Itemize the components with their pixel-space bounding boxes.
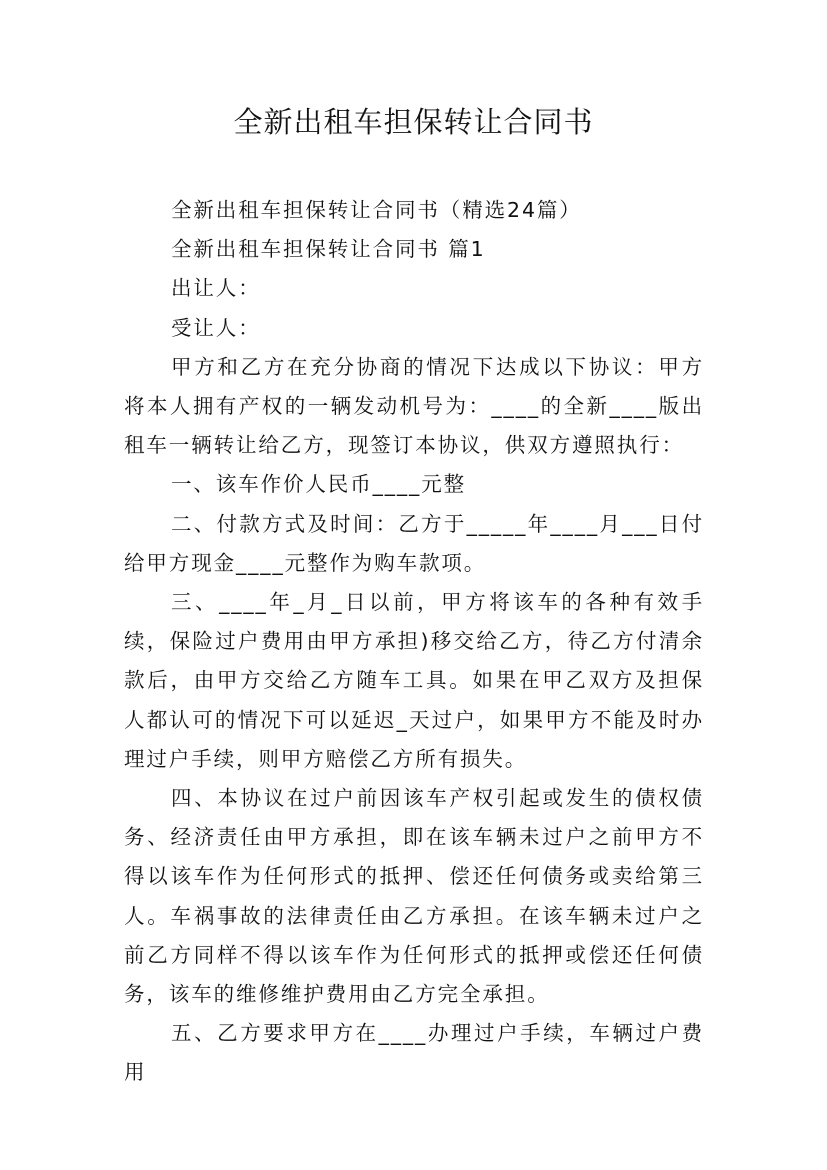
clause-3: 三、____年_月_日以前，甲方将该车的各种有效手续，保险过户费用由甲方承担)移交给乙方，待乙方付清余款后，由甲方交给乙方随车工具。如果在甲乙双方及担保人都认可的情况下可以延迟_天过户，如果甲方不能及时办理过户手续，则甲方赔偿乙方所有损失。 xyxy=(124,590,704,771)
document-body xyxy=(124,191,704,1093)
paragraph-chapter-heading: 全新出租车担保转让合同书 篇1 xyxy=(171,237,486,262)
document-title: 全新出租车担保转让合同书 xyxy=(233,105,594,139)
paragraph-transferee: 受让人： xyxy=(171,315,261,340)
paragraph-preamble: 甲方和乙方在充分协商的情况下达成以下协议：甲方将本人拥有产权的一辆发动机号为：____的全新____版出租车一辆转让给乙方，现签订本协议，供双方遵照执行： xyxy=(124,354,704,458)
clause-1: 一、该车作价人民币____元整 xyxy=(171,472,466,497)
clause-4: 四、本协议在过户前因该车产权引起或发生的债权债务、经济责任由甲方承担，即在该车辆未过户之前甲方不得以该车作为任何形式的抵押、偿还任何债务或卖给第三人。车祸事故的法律责任由乙方承担。在该车辆未过户之前乙方同样不得以该车作为任何形式的抵押或偿还任何债务，该车的维修维护费用由乙方完全承担。 xyxy=(124,786,704,1007)
clause-5: 五、乙方要求甲方在____办理过户手续，车辆过户费用 xyxy=(124,1021,704,1085)
paragraph-subtitle: 全新出租车担保转让合同书（精选24篇） xyxy=(171,198,582,222)
clause-2: 二、付款方式及时间：乙方于_____年____月___日付给甲方现金____元整作为购车款项。 xyxy=(124,511,704,575)
paragraph-transferor: 出让人： xyxy=(171,276,261,301)
